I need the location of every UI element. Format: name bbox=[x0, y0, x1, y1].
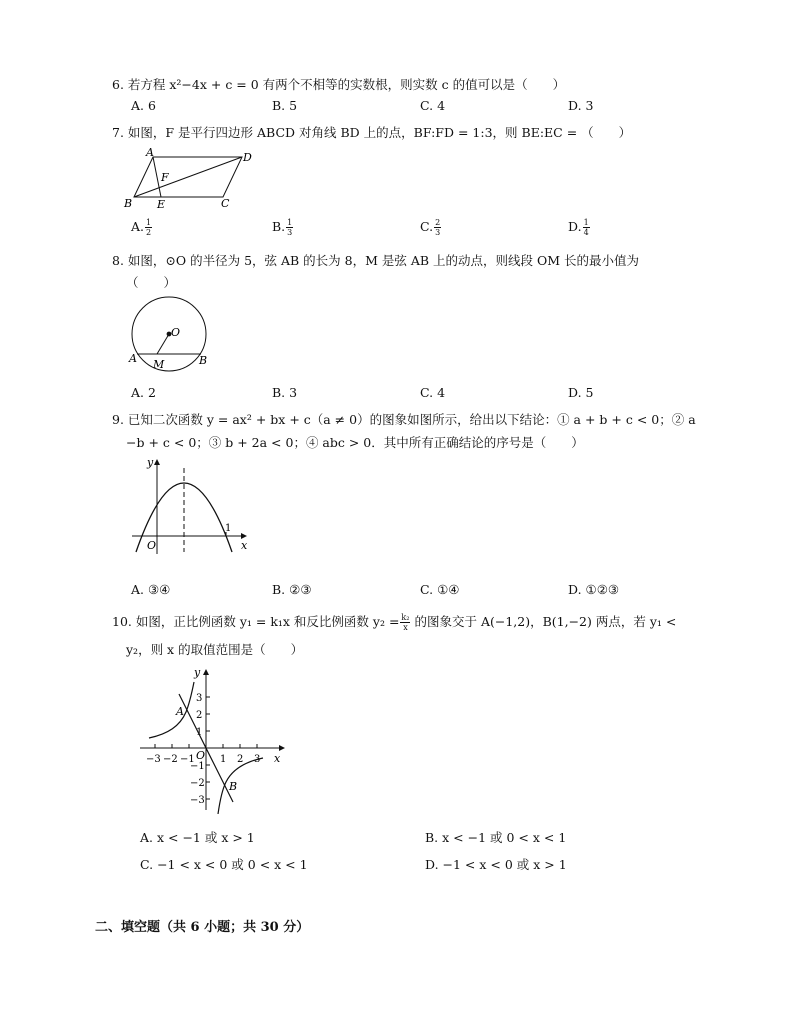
q10-xtick-neg3: −3 bbox=[146, 754, 161, 765]
q10-graph-figure bbox=[138, 664, 294, 814]
q9-option-a: A. ③④ bbox=[131, 582, 171, 597]
q10-ytick-neg3: −3 bbox=[190, 795, 205, 806]
q10-xtick-3: 3 bbox=[254, 754, 261, 765]
q9-option-b: B. ②③ bbox=[272, 582, 312, 597]
q10-ytick-2: 2 bbox=[196, 710, 203, 721]
q10-xtick-1: 1 bbox=[220, 754, 227, 765]
q8-option-b: B. 3 bbox=[272, 385, 298, 400]
q7-label-d: D bbox=[243, 151, 252, 164]
q8-stem-cont: （ ） bbox=[126, 275, 177, 290]
q7-option-c: C. $\frac{2}{3}$ bbox=[420, 218, 441, 237]
q10-stem bbox=[112, 612, 676, 632]
q10-label-o: O bbox=[196, 749, 206, 762]
q10-ytick-neg2: −2 bbox=[190, 778, 205, 789]
q10-stem-part-a: 10. 如图，正比例函数 y₁ = k₁x 和反比例函数 y₂ = bbox=[112, 614, 400, 629]
q10-stem-part-b: 的图象交于 A(−1,2)，B(1,−2) 两点，若 y₁ < bbox=[414, 614, 677, 629]
q7-option-d: D. $\frac{1}{4}$ bbox=[568, 218, 589, 237]
q8-label-o: O bbox=[171, 326, 181, 339]
q6-option-d: D. 3 bbox=[568, 98, 594, 113]
q10-option-b: B. x < −1 或 0 < x < 1 bbox=[425, 830, 567, 845]
q6-option-a: A. 6 bbox=[131, 98, 156, 113]
q10-option-d: D. −1 < x < 0 或 x > 1 bbox=[425, 857, 567, 872]
q10-stem-cont: y₂，则 x 的取值范围是（ ） bbox=[126, 642, 304, 657]
q10-label-b: B bbox=[229, 780, 238, 793]
q10-option-a: A. x < −1 或 x > 1 bbox=[140, 830, 255, 845]
q6-option-c: C. 4 bbox=[420, 98, 446, 113]
q7-label-e: E bbox=[157, 198, 166, 211]
section-fill-in-blank-title: 二、填空题（共 6 小题；共 30 分） bbox=[95, 920, 310, 935]
q7-label-a: A bbox=[146, 146, 154, 159]
q7-label-c: C bbox=[221, 197, 230, 210]
q10-label-y: y bbox=[194, 666, 201, 679]
q10-ytick-neg1: −1 bbox=[190, 761, 205, 772]
q7-option-a: A. $\frac{1}{2}$ bbox=[131, 218, 152, 237]
q10-xtick-2: 2 bbox=[237, 754, 244, 765]
q8-option-d: D. 5 bbox=[568, 385, 594, 400]
q7-label-b: B bbox=[124, 197, 133, 210]
q7-stem: 7. 如图，F 是平行四边形 ABCD 对角线 BD 上的点，BF:FD = 1:3，则 BE:EC = （ ） bbox=[112, 125, 632, 140]
q6-stem: 6. 若方程 x²−4x + c = 0 有两个不相等的实数根，则实数 c 的值可以是（ ） bbox=[112, 77, 566, 92]
q9-stem: 9. 已知二次函数 y = ax² + bx + c（a ≠ 0）的图象如图所示，给出以下结论：① a + b + c < 0；② a bbox=[112, 412, 696, 427]
q8-option-a: A. 2 bbox=[131, 385, 156, 400]
q7-label-f: F bbox=[161, 171, 169, 184]
q8-label-m: M bbox=[153, 358, 165, 371]
q10-fraction: $\frac{\text{k₂}}{x}$ bbox=[401, 613, 410, 632]
q10-xtick-neg1: −1 bbox=[180, 754, 195, 765]
q9-parabola-figure bbox=[128, 454, 258, 559]
q10-ytick-3: 3 bbox=[196, 693, 203, 704]
q8-label-a: A bbox=[129, 352, 137, 365]
q8-circle-figure bbox=[122, 296, 222, 376]
q8-stem: 8. 如图，⊙O 的半径为 5，弦 AB 的长为 8，M 是弦 AB 上的动点，则线段 OM 长的最小值为 bbox=[112, 253, 640, 268]
q7-parallelogram-figure bbox=[118, 144, 268, 214]
q10-ytick-1: 1 bbox=[196, 727, 203, 738]
q6-option-b: B. 5 bbox=[272, 98, 298, 113]
q9-option-c: C. ①④ bbox=[420, 582, 460, 597]
q9-stem-cont: −b + c < 0；③ b + 2a < 0；④ abc > 0．其中所有正确结论的序号是（ ） bbox=[126, 435, 584, 450]
q7-option-b: B. $\frac{1}{3}$ bbox=[272, 218, 293, 237]
q10-label-x: x bbox=[274, 752, 281, 765]
q9-label-1: 1 bbox=[225, 523, 232, 534]
q8-option-c: C. 4 bbox=[420, 385, 446, 400]
q9-label-x: x bbox=[241, 539, 248, 552]
q10-xtick-neg2: −2 bbox=[163, 754, 178, 765]
q9-label-y: y bbox=[147, 456, 154, 469]
q8-label-b: B bbox=[199, 354, 208, 367]
q9-option-d: D. ①②③ bbox=[568, 582, 620, 597]
q10-label-a: A bbox=[176, 705, 184, 718]
q10-option-c: C. −1 < x < 0 或 0 < x < 1 bbox=[140, 857, 308, 872]
q9-label-o: O bbox=[147, 539, 157, 552]
